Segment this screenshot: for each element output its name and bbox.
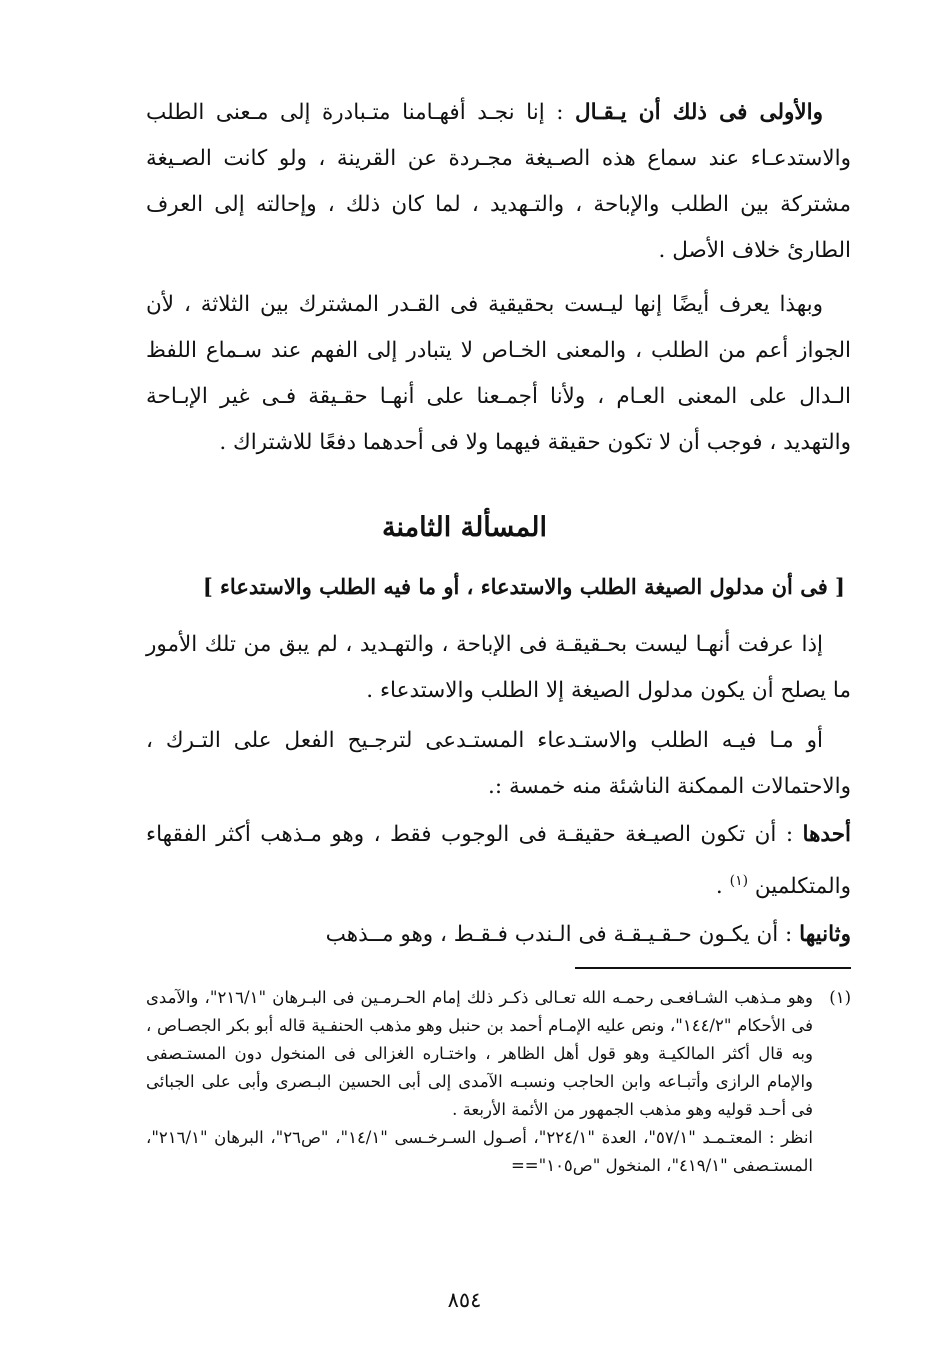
footnote-text: وهو مـذهب الشـافعـى رحمـه الله تعـالى ذكـر ذلك إمام الحـرمـين فى البـرهان "٢١٦/١"، والآمدى فى الأحكام "١٤٤/٢"، ونص عليه الإمـام أحمد بن حنبل وهو مذهب الحنفـية قاله أبو بكر الجصـاص ، وبه قال أكثر المالكيـة وهو قول أهل الظاهر ، واختـاره الغزالى فى المنخول دون المستـصفى والإمام الرازى وأتبـاعه وابن الحاجب ونسبـه الآمدى إلى أبى الحسين البـصرى وأبى على الجبائى فى أحـد قوليه وهو مذهب الجمهور من الأئمة الأربعة .: [146, 988, 813, 1119]
paragraph-1-text: : إنا نجـد أفهـامنا متـبادرة إلى مـعنى الطلب والاستدعـاء عند سماع هذه الصـيغة مجـردة عن القرينة ، ولو كانت الصـيغة مشتركة بين الطلب والإباحة ، والتـهديد ، لما كان ذلك ، وإحالته إلى العرف الطارئ خلاف الأصل .: [146, 100, 851, 263]
paragraph-3: [146, 622, 851, 714]
footnote-references: انظر : المعتـمـد "٥٧/١"، العدة "٢٢٤/١"، أصـول السـرخـسى "١٤/١"، "ص٢٦"، البرهان "٢١٦/١"، المستـصفى "٤١٩/١"، المنخول "ص١٠٥"==: [146, 1128, 814, 1175]
footnote-divider: [575, 967, 851, 969]
footnote-reference[interactable]: (١): [729, 873, 749, 889]
paragraph-4: [146, 718, 851, 810]
paragraph-6-text: : أن يكـون حـقـيـقـة فى الـندب فـقـط ، وهو مــذهب: [325, 922, 800, 947]
paragraph-5-end: .: [715, 874, 730, 900]
section-subtitle: [ فى أن مدلول الصيغة الطلب والاستدعاء ، أو ما فيه الطلب والاستدعاء ]: [202, 574, 845, 599]
paragraph-1-lead: والأولى فى ذلك أن يـقـال: [574, 100, 824, 125]
paragraph-3-text: إذا عرفت أنهـا ليست بحـقيقـة فى الإباحة ، والتهـديد ، لم يبق من تلك الأمور ما يصلح أن يكون مدلول الصيغة إلا الطلب والاستدعاء .: [146, 632, 851, 703]
paragraph-1: [146, 90, 851, 274]
footnote-number: (١): [829, 988, 851, 1007]
paragraph-2-text: وبهذا يعرف أيضًا إنها ليـست بحقيقية فى القـدر المشترك بين الثلاثة ، لأن الجواز أعم من الطلب ، والمعنى الخـاص لا يتبادر إلى الفهم عند سـماع اللفظ الـدال على المعنى العـام ، ولأنا أجمـعنا على أنهـا حقـيقة فـى غير الإبـاحة والتهديد ، فوجب أن لا تكون حقيقة فيهما ولا فى أحدهما دفعًا للاشتراك .: [146, 292, 851, 455]
paragraph-4-text: أو مـا فيـه الطلب والاستـدعاء المستـدعى لترجـيح الفعل على التـرك ، والاحتمالات الممكنة الناشئة منه خمسة :.: [146, 728, 851, 799]
paragraph-5-lead: أحدها: [802, 822, 851, 847]
paragraph-2: [146, 282, 851, 466]
paragraph-5: [146, 812, 851, 910]
paragraph-6-lead: وثانيها: [799, 922, 851, 947]
paragraph-5-text: : أن تكون الصيـغة حقيقـة فى الوجوب فقط ، وهو مـذهب أكثر الفقهاء والمتكلمين: [146, 822, 851, 900]
section-heading: المسألة الثامنة: [382, 512, 547, 543]
paragraph-6: [146, 912, 851, 958]
page-number: ٨٥٤: [447, 1288, 482, 1312]
footnote-section: [146, 984, 851, 1180]
